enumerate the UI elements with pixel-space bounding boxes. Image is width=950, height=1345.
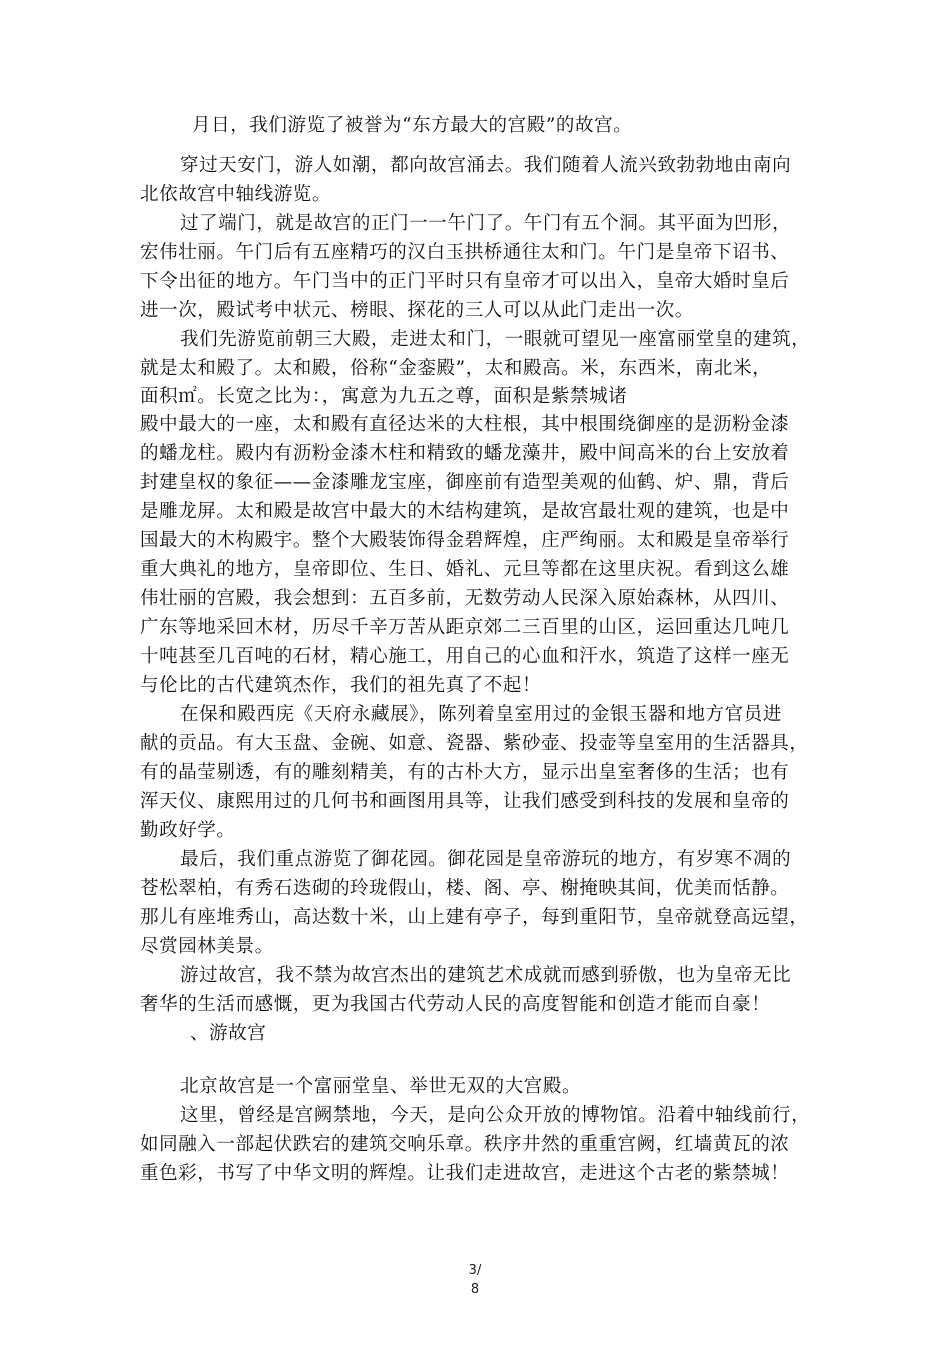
text-line: 奢华的生活而感慨，更为我国古代劳动人民的高度智能和创造才能而自豪！ — [140, 994, 771, 1015]
text-line: 浑天仪、康熙用过的几何书和画图用具等，让我们感受到科技的发展和皇帝的 — [140, 791, 790, 812]
text-line: 面积㎡。长宽之比为：，寓意为九五之尊，面积是紫禁城诸 — [140, 386, 628, 407]
text-line: 最后，我们重点游览了御花园。御花园是皇帝游玩的地方，有岁寒不凋的 — [180, 849, 792, 870]
text-line: 重色彩，书写了中华文明的辉煌。让我们走进故宫，走进这个古老的紫禁城！ — [140, 1163, 790, 1184]
text-line: 是雕龙屏。太和殿是故宫中最大的木结构建筑，是故宫最壮观的建筑，也是中 — [140, 501, 790, 522]
text-line: 这里，曾经是宫阙禁地，今天，是向公众开放的博物馆。沿着中轴线前行， — [180, 1105, 811, 1126]
text-line: 封建皇权的象征——金漆雕龙宝座，御座前有造型美观的仙鹤、炉、鼎，背后 — [140, 472, 790, 493]
text-line: 穿过天安门，游人如潮，都向故宫涌去。我们随着人流兴致勃勃地由南向 — [180, 155, 792, 176]
page-total: 8 — [470, 1282, 480, 1297]
text-line: 国最大的木构殿宇。整个大殿装饰得金碧辉煌，庄严绚丽。太和殿是皇帝举行 — [140, 530, 790, 551]
text-line: 我们先游览前朝三大殿，走进太和门，一眼就可望见一座富丽堂皇的建筑， — [180, 329, 811, 350]
page-number: 3/ — [468, 1263, 482, 1278]
text-line: 进一次，殿试考中状元、榜眼、探花的三人可以从此门走出一次。 — [140, 300, 694, 321]
text-line: 北京故宫是一个富丽堂皇、举世无双的大宫殿。 — [180, 1076, 582, 1097]
text-line: 月日，我们游览了被誉为“东方最大的宫殿”的故宫。 — [192, 115, 633, 136]
text-line: 下令出征的地方。午门当中的正门平时只有皇帝才可以出入，皇帝大婚时皇后 — [140, 271, 790, 292]
text-line: 苍松翠柏，有秀石迭砌的玲珑假山，楼、阁、亭、榭掩映其间，优美而恬静。 — [140, 878, 790, 899]
text-line: 就是太和殿了。太和殿，俗称“金銮殿”，太和殿高。米，东西米，南北米， — [140, 358, 772, 379]
text-line: 重大典礼的地方，皇帝即位、生日、婚礼、元旦等都在这里庆祝。看到这么雄 — [140, 559, 790, 580]
text-line: 游过故宫，我不禁为故宫杰出的建筑艺术成就而感到骄傲，也为皇帝无比 — [180, 965, 792, 986]
text-line: 的蟠龙柱。殿内有沥粉金漆木柱和精致的蟠龙藻井，殿中间高米的台上安放着 — [140, 443, 790, 464]
text-line: 北依故宫中轴线游览。 — [140, 184, 332, 205]
text-line: 尽赏园林美景。 — [140, 936, 274, 957]
text-line: 与伦比的古代建筑杰作，我们的祖先真了不起！ — [140, 675, 542, 696]
text-line: 勤政好学。 — [140, 820, 236, 841]
text-line: 殿中最大的一座，太和殿有直径达米的大柱根，其中根围绕御座的是沥粉金漆 — [140, 414, 790, 435]
text-line: 过了端门，就是故宫的正门一一午门了。午门有五个洞。其平面为凹形， — [180, 213, 792, 234]
text-line: 伟壮丽的宫殿，我会想到：五百多前，无数劳动人民深入原始森林，从四川、 — [140, 588, 790, 609]
text-line: 如同融入一部起伏跌宕的建筑交响乐章。秩序井然的重重宫阙，红墙黄瓦的浓 — [140, 1134, 790, 1155]
text-line: 十吨甚至几百吨的石材，精心施工，用自己的心血和汗水，筑造了这样一座无 — [140, 646, 790, 667]
text-line: 有的晶莹剔透，有的雕刻精美，有的古朴大方，显示出皇室奢侈的生活；也有 — [140, 762, 790, 783]
text-line: 献的贡品。有大玉盘、金碗、如意、瓷器、紫砂壶、投壶等皇室用的生活器具， — [140, 733, 809, 754]
section-heading: 、游故宫 — [190, 1023, 267, 1044]
text-line: 广东等地采回木材，历尽千辛万苦从距京郊二三百里的山区，运回重达几吨几 — [140, 617, 790, 638]
text-line: 宏伟壮丽。午门后有五座精巧的汉白玉拱桥通往太和门。午门是皇帝下诏书、 — [140, 242, 790, 263]
text-line: 在保和殿西庑《天府永藏展》，陈列着皇室用过的金银玉器和地方官员进 — [180, 704, 782, 725]
text-line: 那儿有座堆秀山，高达数十米，山上建有亭子，每到重阳节，皇帝就登高远望， — [140, 907, 809, 928]
